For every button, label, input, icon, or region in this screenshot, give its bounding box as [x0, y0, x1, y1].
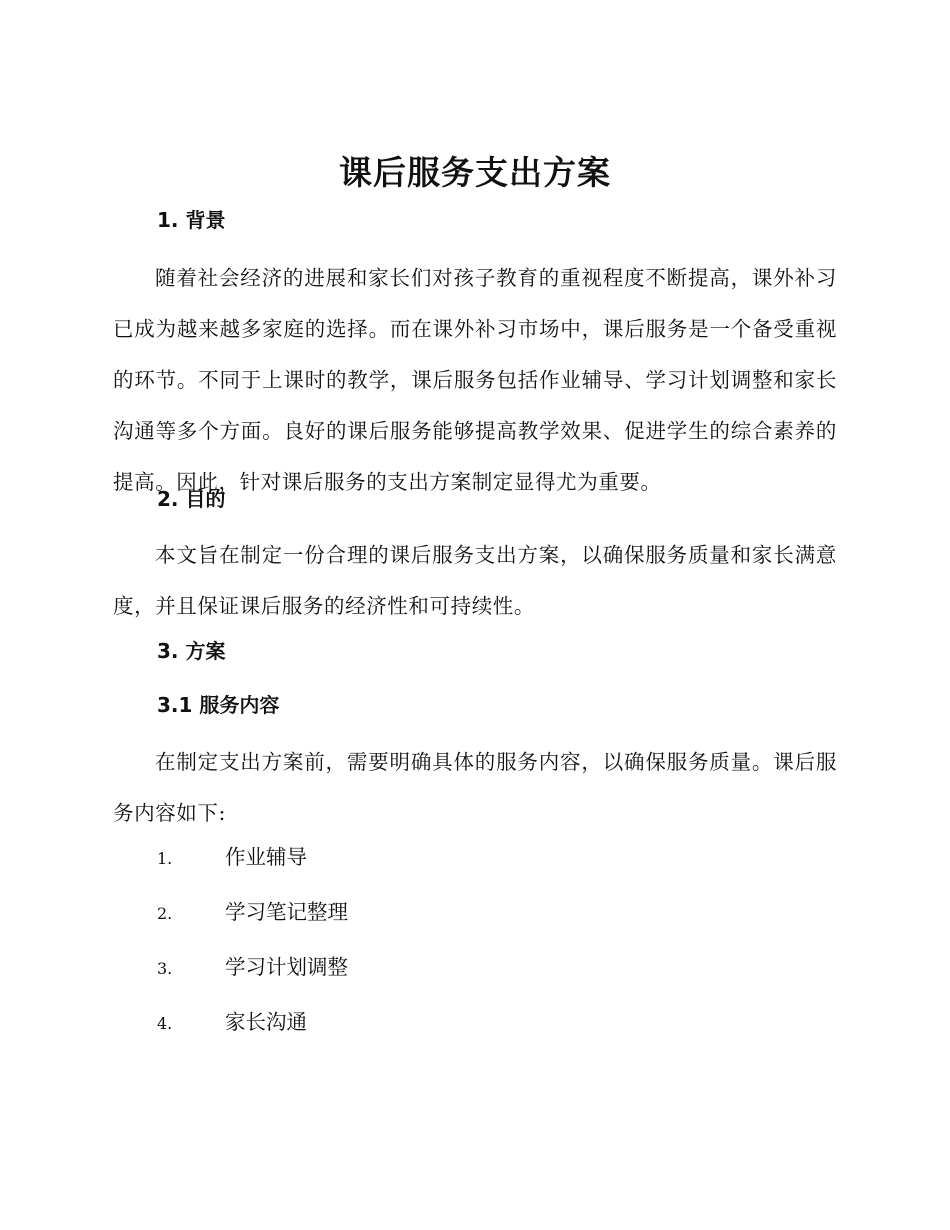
- list-item-number: 3.: [157, 959, 173, 978]
- list-item: [157, 1007, 307, 1037]
- service-content-paragraph: 在制定支出方案前，需要明确具体的服务内容，以确保服务质量。课后服务内容如下:: [113, 750, 837, 825]
- list-item-number: 2.: [157, 904, 173, 923]
- section-heading-plan: 3. 方案: [157, 639, 226, 663]
- list-item-text: 作业辅导: [225, 845, 307, 869]
- list-item: [157, 842, 307, 872]
- section-heading-purpose: 2. 目的: [157, 487, 226, 511]
- list-item-number: 4.: [157, 1014, 173, 1033]
- list-item-text: 学习笔记整理: [225, 900, 348, 924]
- list-item: [157, 952, 348, 982]
- list-item: [157, 897, 348, 927]
- purpose-paragraph: 本文旨在制定一份合理的课后服务支出方案，以确保服务质量和家长满意度，并且保证课后服务的经济性和可持续性。: [113, 543, 837, 618]
- document-title: 课后服务支出方案: [339, 153, 611, 192]
- background-paragraph: 随着社会经济的进展和家长们对孩子教育的重视程度不断提高，课外补习已成为越来越多家庭的选择。而在课外补习市场中，课后服务是一个备受重视的环节。不同于上课时的教学，课后服务包括作业辅导、学习计划调整和家长沟通等多个方面。良好的课后服务能够提高教学效果、促进学生的综合素养的提高。因此，针对课后服务的支出方案制定显得尤为重要。: [113, 266, 837, 494]
- list-item-text: 家长沟通: [225, 1010, 307, 1034]
- section-heading-service-content: 3.1 服务内容: [157, 693, 280, 717]
- section-heading-background: 1. 背景: [157, 208, 226, 232]
- list-item-number: 1.: [157, 849, 173, 868]
- list-item-text: 学习计划调整: [225, 955, 348, 979]
